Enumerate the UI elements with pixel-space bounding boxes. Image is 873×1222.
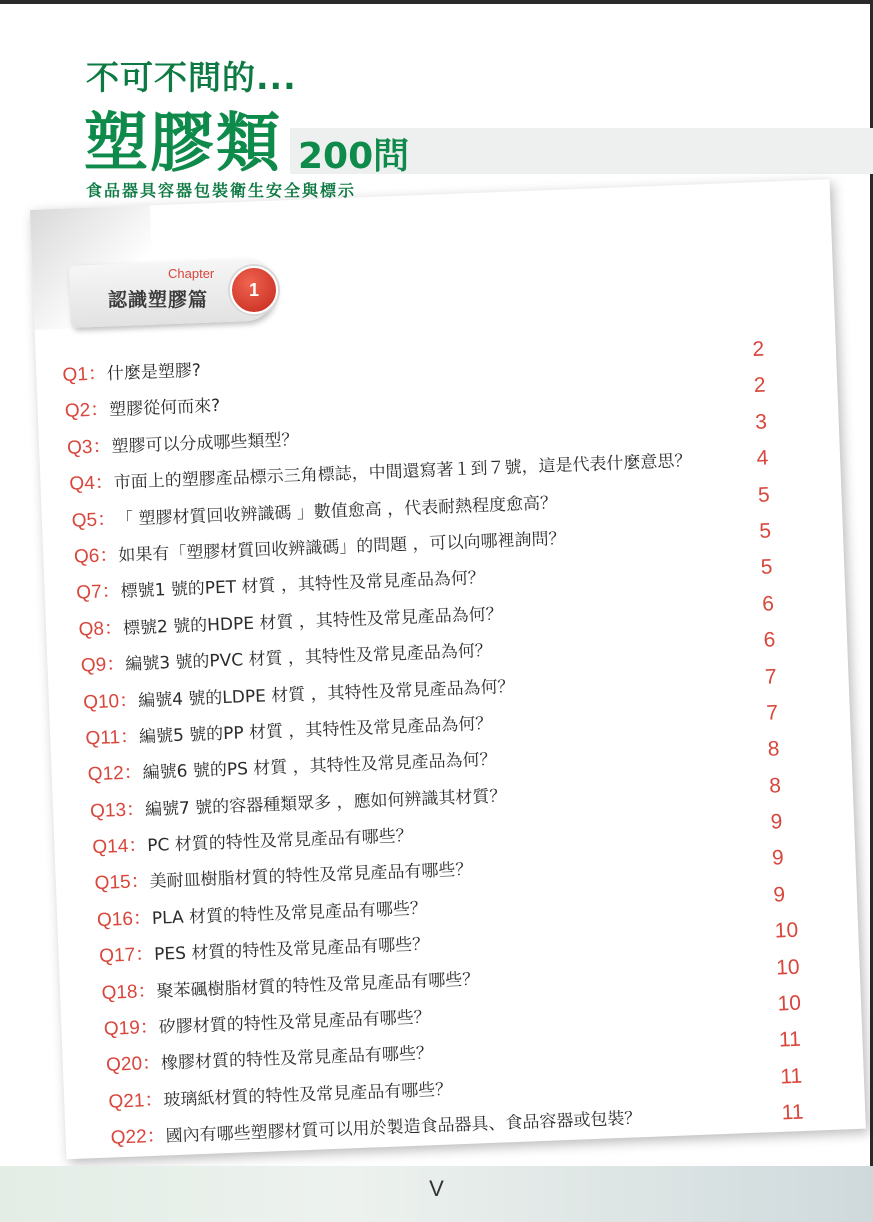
- question-text: 標號2 號的HDPE 材質 ，其特性及常見產品為何？: [122, 604, 504, 639]
- question-text: 塑膠可以分成哪些類型？: [111, 429, 299, 457]
- page-number: V: [429, 1176, 444, 1201]
- book-title-count: 200問: [298, 136, 410, 177]
- question-number: Q9：: [80, 653, 126, 677]
- question-text: 國內有哪些塑膠材質可以用於製造食品器具、食品容器或包裝？: [165, 1108, 642, 1147]
- toc-page-number: 10: [777, 991, 802, 1016]
- question-number: Q20：: [105, 1053, 162, 1077]
- toc-page-number: 6: [761, 592, 775, 616]
- chapter-number-badge: 1: [230, 266, 278, 314]
- toc-page-number: 2: [752, 337, 765, 361]
- toc-page-number: 3: [754, 410, 768, 434]
- question-number: Q6：: [73, 544, 119, 568]
- toc-page-number: 2: [753, 373, 766, 398]
- question-text: 編號7 號的容器種類眾多 ，應如何辨識其材質？: [144, 785, 507, 820]
- question-text: 玻璃紙材質的特性及常見產品有哪些？: [163, 1079, 453, 1111]
- question-text: 美耐皿樹脂材質的特性及常見產品有哪些？: [149, 860, 473, 893]
- toc-page-number: 11: [781, 1100, 805, 1125]
- question-number: Q19：: [103, 1016, 160, 1040]
- question-text: 矽膠材質的特性及常見產品有哪些？: [158, 1007, 431, 1038]
- toc-page-number: 5: [758, 519, 772, 543]
- toc-page-number: 8: [767, 737, 780, 761]
- question-text: 塑膠從何而來?: [108, 396, 221, 421]
- toc-page-number: 11: [778, 1028, 802, 1052]
- book-title-prefix: 不可不問的...: [86, 58, 297, 97]
- question-text: PC 材質的特性及常見產品有哪些？: [146, 825, 414, 857]
- question-text: 橡膠材質的特性及常見產品有哪些？: [160, 1043, 434, 1075]
- question-text: 標號1 號的PET 材質 ，其特性及常見產品為何？: [120, 568, 486, 603]
- question-number: Q12：: [87, 762, 144, 786]
- question-number: Q4：: [69, 472, 115, 495]
- question-number: Q15：: [94, 871, 151, 895]
- toc-page-number: 8: [768, 773, 782, 798]
- toc-page-number: 6: [763, 628, 776, 652]
- question-number: Q17：: [98, 944, 155, 968]
- question-number: Q16：: [96, 907, 153, 931]
- question-number: Q8：: [78, 617, 124, 641]
- chapter-word: Chapter: [168, 266, 215, 281]
- question-number: Q2：: [64, 399, 110, 423]
- question-number: Q18：: [101, 980, 157, 1004]
- question-text: 編號4 號的LDPE 材質 ，其特性及常見產品為何？: [137, 676, 515, 711]
- chapter-name: 認識塑膠篇: [108, 289, 209, 311]
- page-frame-top: [0, 0, 873, 4]
- question-text: PES 材質的特性及常見產品有哪些？: [153, 934, 430, 966]
- question-number: Q13：: [89, 798, 146, 822]
- question-number: Q3：: [66, 435, 112, 459]
- question-number: Q11：: [85, 726, 140, 750]
- question-text: PLA 材質的特性及常見產品有哪些？: [151, 898, 428, 929]
- question-text: 編號5 號的PP 材質 ，其特性及常見產品為何？: [138, 713, 493, 748]
- toc-page-number: 10: [774, 918, 799, 943]
- question-number: Q14：: [92, 835, 148, 859]
- question-number: Q10：: [82, 689, 139, 713]
- question-text: 聚苯碸樹脂材質的特性及常見產品有哪些？: [156, 969, 480, 1002]
- toc-page-number: 9: [772, 883, 786, 907]
- question-number: Q1：: [62, 363, 108, 386]
- toc-page-number: 9: [770, 810, 783, 834]
- toc-page-number: 9: [771, 846, 785, 871]
- toc-page-number: 5: [757, 483, 771, 507]
- question-text: 市面上的塑膠產品標示三角標誌，中間還寫著１到７號，這是代表什麼意思？: [113, 451, 692, 494]
- question-text: 如果有「塑膠材質回收辨識碼」的問題 ，可以向哪裡詢問？: [118, 528, 566, 566]
- question-text: 什麼是塑膠?: [106, 360, 202, 385]
- toc-page-number: 11: [779, 1064, 803, 1089]
- question-number: Q7：: [75, 581, 122, 604]
- question-text: 編號6 號的PS 材質 ，其特性及常見產品為何？: [142, 749, 497, 784]
- toc-page-number: 5: [760, 555, 773, 580]
- question-text: 編號3 號的PVC 材質 ，其特性及常見產品為何？: [124, 640, 493, 675]
- toc-page-number: 4: [756, 446, 769, 471]
- toc-page-number: 10: [775, 955, 800, 980]
- question-number: Q21：: [108, 1089, 164, 1113]
- toc-list: [62, 332, 812, 1160]
- toc-page-number: 7: [765, 701, 779, 725]
- book-title-main: 塑膠類: [84, 107, 282, 181]
- question-number: Q22：: [110, 1125, 167, 1149]
- question-text: 「 塑膠材質回收辨識碼 」數值愈高 ，代表耐熱程度愈高？: [115, 492, 558, 530]
- toc-page-number: 7: [764, 664, 778, 689]
- question-number: Q5：: [71, 508, 117, 532]
- book-subtitle: 食品器具容器包裝衛生安全與標示: [86, 181, 357, 200]
